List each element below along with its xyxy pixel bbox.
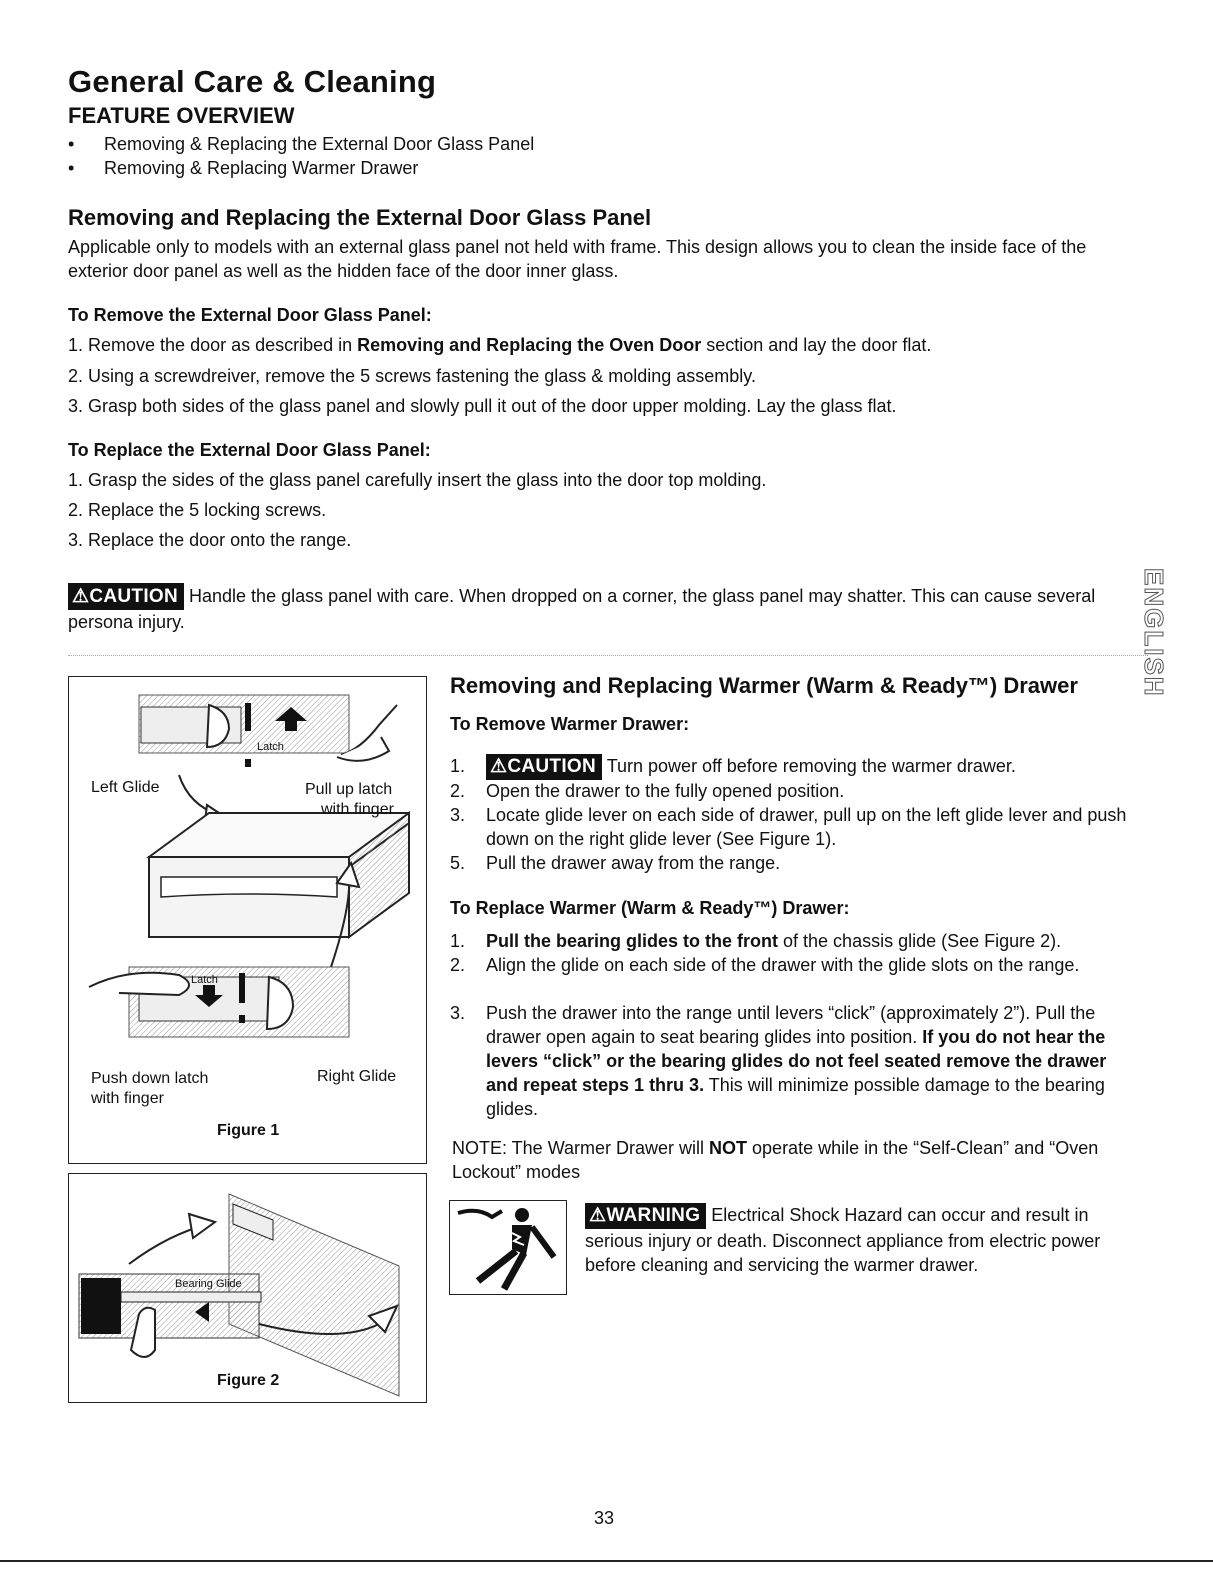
remove-glass-step: 3. Grasp both sides of the glass panel and slowly pull it out of the door upper molding. Lay the glass flat. bbox=[68, 396, 897, 416]
replace-warmer-step: 1. Pull the bearing glides to the front of the chassis glide (See Figure 2). bbox=[450, 931, 1062, 951]
section-subtitle: FEATURE OVERVIEW bbox=[68, 103, 295, 128]
page-title: General Care & Cleaning bbox=[68, 64, 437, 99]
replace-warmer-step: 3. Push the drawer into the range until levers “click” (approximately 2”). Pull the drawer open again to seat bearing glides into position. If you do not hear the levers “click” or the bearing glides do not feel seated remove the drawer and repeat steps 1 thru 3. This will minimize possible damage to the bearing glides. bbox=[450, 1003, 1107, 1119]
figure-2-caption: Figure 2 bbox=[217, 1372, 280, 1389]
replace-glass-step: 2. Replace the 5 locking screws. bbox=[68, 500, 327, 520]
remove-warmer-step: 2. Open the drawer to the fully opened position. bbox=[450, 781, 845, 801]
replace-warmer-step: 2. Align the glide on each side of the drawer with the glide slots on the range. bbox=[450, 955, 1080, 975]
page-number: 33 bbox=[594, 1508, 615, 1528]
remove-warmer-step: 1. ⚠CAUTION Turn power off before removing the warmer drawer. bbox=[450, 754, 1140, 780]
remove-glass-step: 1. Remove the door as described in Removing and Replacing the Oven Door section and lay the door flat. bbox=[68, 335, 932, 355]
remove-warmer-step: 5. Pull the drawer away from the range. bbox=[450, 853, 781, 873]
remove-glass-step: 2. Using a screwdreiver, remove the 5 screws fastening the glass & molding assembly. bbox=[68, 366, 756, 386]
caution-badge: ⚠CAUTION bbox=[486, 754, 602, 780]
replace-warmer-heading: To Replace Warmer (Warm & Ready™) Drawer: bbox=[450, 898, 850, 918]
caution-badge: ⚠CAUTION bbox=[68, 583, 184, 610]
overview-bullet: • Removing & Replacing Warmer Drawer bbox=[68, 158, 419, 178]
right-glide-label: Right Glide bbox=[317, 1068, 397, 1085]
remove-glass-heading: To Remove the External Door Glass Panel: bbox=[68, 305, 432, 325]
latch-label: Latch bbox=[257, 741, 284, 753]
replace-glass-heading: To Replace the External Door Glass Panel: bbox=[68, 440, 431, 460]
figure-1-caption: Figure 1 bbox=[217, 1122, 280, 1139]
overview-bullet: • Removing & Replacing the External Door Glass Panel bbox=[68, 134, 535, 154]
glass-heading: Removing and Replacing the External Door Glass Panel bbox=[68, 205, 652, 230]
figure-1 bbox=[68, 676, 427, 1164]
warmer-note: NOTE: The Warmer Drawer will NOT operate while in the “Self-Clean” and “Oven Lockout” modes bbox=[452, 1138, 1099, 1182]
remove-warmer-heading: To Remove Warmer Drawer: bbox=[450, 714, 690, 734]
push-down-label: Push down latch bbox=[91, 1070, 209, 1087]
electric-shock-drawing bbox=[450, 1201, 566, 1294]
replace-glass-step: 3. Replace the door onto the range. bbox=[68, 530, 352, 550]
warmer-warning: ⚠WARNING Electrical Shock Hazard can occur and result in serious injury or death. Disconnect appliance from electric power before cleaning and servicing the warmer drawer. bbox=[585, 1205, 1101, 1275]
glass-intro: Applicable only to models with an external glass panel not held with frame. This design allows you to clean the inside face of the exterior door panel as well as the hidden face of the door inner glass. bbox=[68, 237, 1087, 281]
bearing-glide-label: Bearing Glide bbox=[175, 1278, 242, 1290]
pull-up-label: Pull up latch bbox=[305, 781, 393, 798]
electric-shock-icon bbox=[449, 1200, 567, 1295]
bottom-rule bbox=[0, 1560, 1213, 1562]
warmer-heading: Removing and Replacing Warmer (Warm & Ready™) Drawer bbox=[450, 673, 1078, 698]
language-tab: ENGLISH bbox=[1139, 568, 1169, 698]
latch-label: Latch bbox=[191, 974, 218, 986]
glass-caution: ⚠CAUTION Handle the glass panel with care. When dropped on a corner, the glass panel may shatter. This can cause several persona injury. bbox=[68, 583, 1128, 635]
figure-2 bbox=[68, 1173, 427, 1403]
divider bbox=[68, 655, 1148, 656]
replace-glass-step: 1. Grasp the sides of the glass panel carefully insert the glass into the door top molding. bbox=[68, 470, 767, 490]
left-glide-label: Left Glide bbox=[91, 779, 160, 796]
remove-warmer-step: 3. Locate glide lever on each side of drawer, pull up on the left glide lever and push down on the right glide lever (See Figure 1). bbox=[450, 805, 1127, 849]
pull-up-label: with finger bbox=[321, 801, 394, 818]
warning-badge: ⚠WARNING bbox=[585, 1203, 706, 1229]
push-down-label: with finger bbox=[91, 1090, 164, 1107]
figure-2-drawing bbox=[69, 1174, 426, 1402]
